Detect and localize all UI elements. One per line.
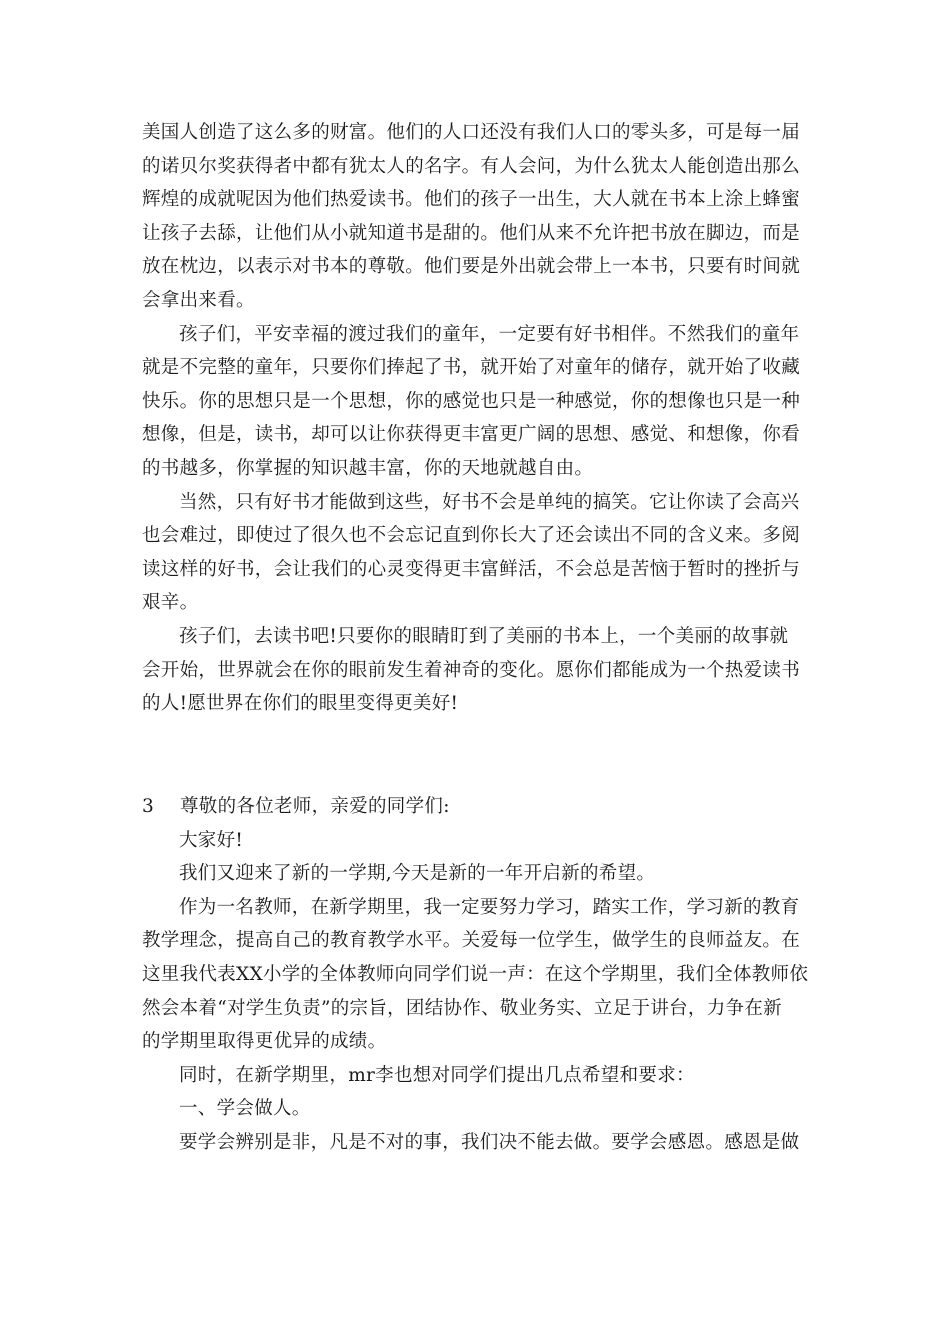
text-line: 就是不完整的童年，只要你们捧起了书，就开始了对童年的储存，就开始了收藏 xyxy=(142,357,801,379)
text-line: 艰辛。 xyxy=(142,592,199,614)
text-line: 会拿出来看。 xyxy=(142,289,255,311)
text-line: 同时，在新学期里，mr李也想对同学们提出几点希望和要求： xyxy=(179,1064,695,1086)
paragraph xyxy=(142,1059,832,1093)
section-heading-block xyxy=(142,790,832,824)
text-line: 作为一名教师，在新学期里，我一定要努力学习，踏实工作，学习新的教育 xyxy=(179,896,800,918)
text-line: 我们又迎来了新的一学期,今天是新的一年开启新的希望。 xyxy=(179,863,656,885)
text-line: 放在枕边，以表示对书本的尊敬。他们要是外出就会带上一本书，只要有时间就 xyxy=(142,256,801,278)
text-line: 孩子们，平安幸福的渡过我们的童年，一定要有好书相伴。不然我们的童年 xyxy=(179,323,800,345)
text-line: 美国人创造了这么多的财富。他们的人口还没有我们人口的零头多，可是每一届 xyxy=(142,122,801,143)
section-heading-text: 尊敬的各位老师，亲爱的同学们: xyxy=(180,796,450,817)
text-line: 的学期里取得更优异的成绩。 xyxy=(142,1031,387,1053)
text-line: 当然，只有好书才能做到这些，好书不会是单纯的搞笑。它让你读了会高兴 xyxy=(179,491,800,513)
text-line: 让孩子去舔，让他们从小就知道书是甜的。他们从来不允许把书放在脚边，而是 xyxy=(142,222,801,244)
text-line: 的人!愿世界在你们的眼里变得更美好! xyxy=(142,693,459,715)
paragraph xyxy=(142,857,832,891)
paragraph xyxy=(142,318,832,486)
paragraph xyxy=(142,1092,832,1126)
paragraph xyxy=(142,116,832,318)
text-line: 孩子们，去读书吧!只要你的眼睛盯到了美丽的书本上，一个美丽的故事就 xyxy=(179,625,789,647)
paragraph xyxy=(142,1126,832,1160)
section-heading xyxy=(142,790,832,824)
paragraph xyxy=(142,620,832,721)
text-line: 会开始，世界就会在你的眼前发生着神奇的变化。愿你们都能成为一个热爱读书 xyxy=(142,659,801,681)
text-line: 然会本着“对学生负责”的宗旨，团结协作、敬业务实、立足于讲台，力争在新 xyxy=(142,997,782,1019)
text-line: 读这样的好书，会让我们的心灵变得更丰富鲜活，不会总是苦恼于暂时的挫折与 xyxy=(142,558,801,580)
text-line: 的书越多，你掌握的知识越丰富，你的天地就越自由。 xyxy=(142,457,594,479)
text-line: 快乐。你的思想只是一个思想，你的感觉也只是一种感觉，你的想像也只是一种 xyxy=(142,390,801,412)
text-line: 这里我代表XX小学的全体教师向同学们说一声：在这个学期里，我们全体教师依 xyxy=(142,963,809,985)
text-body-upper xyxy=(142,116,832,721)
paragraph xyxy=(142,824,832,858)
text-line: 的诺贝尔奖获得者中都有犹太人的名字。有人会问，为什么犹太人能创造出那么 xyxy=(142,155,801,177)
text-body-lower xyxy=(142,824,832,1160)
text-line: 辉煌的成就呢因为他们热爱读书。他们的孩子一出生，大人就在书本上涂上蜂蜜 xyxy=(142,189,801,211)
paragraph xyxy=(142,891,832,1059)
text-line: 一、学会做人。 xyxy=(179,1098,311,1120)
text-line: 大家好! xyxy=(179,829,244,851)
section-number: 3 xyxy=(142,796,155,817)
text-line: 要学会辨别是非，凡是不对的事，我们决不能去做。要学会感恩。感恩是做 xyxy=(179,1131,800,1153)
text-line: 也会难过，即使过了很久也不会忘记直到你长大了还会读出不同的含义来。多阅 xyxy=(142,525,801,547)
paragraph xyxy=(142,486,832,620)
text-line: 教学理念，提高自己的教育教学水平。关爱每一位学生，做学生的良师益友。在 xyxy=(142,930,801,952)
text-line: 想像，但是，读书，却可以让你获得更丰富更广阔的思想、感觉、和想像，你看 xyxy=(142,424,801,446)
